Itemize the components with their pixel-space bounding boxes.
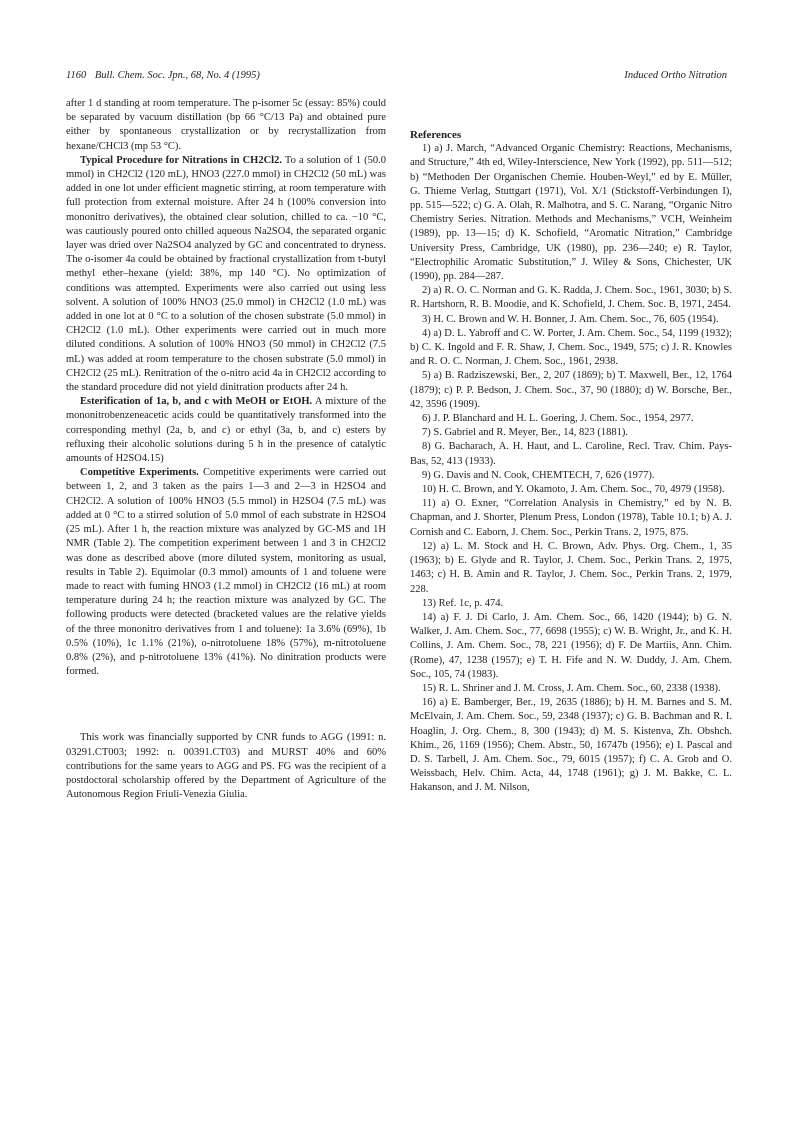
- reference-item: 11) a) O. Exner, “Correlation Analysis in Chemistry,” ed by N. B. Chapman, and J. Shorter, Plenum Press, London (1978), Table 10.1; b) A. J. Cornish and C. Eaborn, J. Chem. Soc., Perkin Trans. 2, 1975, 875.: [410, 498, 732, 538]
- paragraph-nitration: To a solution of 1 (50.0 mmol) in CH2Cl2 (120 mL), HNO3 (227.0 mmol) in CH2Cl2 (50 mL) was added in one lot under efficient magnetic stirring, at room temperature with full protection from external moisture. After 24 h (100% conversion into mononitro derivatives), the obtained clear solution, chilled to ca. −10 °C, was cautiously poured onto chilled aqueous Na2SO4, the separated organic layer was dried over Na2SO4 analyzed by GC and concentrated to dryness. The o-isomer 4a could be obtained by fractional crystallization from t-butyl methyl ether–hexane (yield: 38%, mp 140 °C). No optimization of conditions was attempted. Experiments were also carried out using less solvent. A solution of 100% HNO3 (25.0 mmol) in CH2Cl2 (1.0 mL) was added in one lot at 0 °C to a solution of the chosen substrate (5.0 mmol) in CH2Cl2 (1.0 mL). Other experiments were carried out in much more diluted conditions. A solution of 100% HNO3 (50 mmol) in CH2Cl2 (7.5 mL) was added at room temperature to the chosen substrate (5.0 mmol) in CH2Cl2 (25 mL). Renitration of the o-nitro acid 4a in CH2Cl2 according to the standard procedure did not yield dinitration products after 24 h.: [66, 154, 386, 394]
- reference-item: 15) R. L. Shriner and J. M. Cross, J. Am. Chem. Soc., 60, 2338 (1938).: [422, 682, 721, 694]
- reference-item: 3) H. C. Brown and W. H. Bonner, J. Am. Chem. Soc., 76, 605 (1954).: [422, 313, 719, 325]
- reference-item: 9) G. Davis and N. Cook, CHEMTECH, 7, 626 (1977).: [422, 469, 655, 481]
- page-header: [66, 70, 727, 86]
- left-column: [66, 97, 386, 802]
- page-number: 1160: [66, 70, 87, 81]
- paragraph-intro: after 1 d standing at room temperature. The p-isomer 5c (essay: 85%) could be separated by vacuum distillation (bp 66 °C/13 Pa) and obtained pure either by spontaneous crystallization or by recrystallization from hexane/CHCl3 (mp 53 °C).: [66, 98, 386, 152]
- reference-item: 7) S. Gabriel and R. Meyer, Ber., 14, 823 (1881).: [422, 427, 629, 439]
- paragraph-competitive: Competitive experiments were carried out between 1, 2, and 3 taken as the pairs 1—3 and 2—3 in H2SO4 and CH2Cl2. A solution of 100% HNO3 (5.5 mmol) in H2SO4 (7.5 mL) was added at 0 °C to a stirred solution of 5.0 mmol of each substrate in H2SO4 (25 mL). After 1 h, the reaction mixture was analyzed by GC-MS and 1H NMR (Table 2). The competition experiment between 1 and 3 in CH2Cl2 was done as described above (more diluted system, monitoring as usual, results in Table 2). Equimolar (0.3 mmol) amounts of 1 and toluene were made to react with fuming HNO3 (1.2 mmol) in CH2Cl2 (16 mL) at room temperature during 24 h; the reaction mixture was analyzed by GC. The following products were detected (bracketed values are the relative yields of the three mononitro derivatives from 1 and toluene): 1a 3.6% (69%), 1b 0.5% (10%), 1c 1.1% (21%), o-nitrotoluene 18% (57%), m-nitrotoluene 0.8% (2%), and p-nitrotoluene 13% (41%). No dinitration products were formed.: [66, 467, 387, 678]
- reference-item: 12) a) L. M. Stock and H. C. Brown, Adv. Phys. Org. Chem., 1, 35 (1963); b) E. Glyde and R. Taylor, J. Chem. Soc., Perkin Trans. 2, 1975, 1463; c) H. B. Amin and R. Taylor, J. Chem. Soc., Perkin Trans. 2, 1979, 228.: [410, 540, 732, 595]
- reference-item: 6) J. P. Blanchard and H. L. Goering, J. Chem. Soc., 1954, 2977.: [422, 413, 694, 425]
- section-esterification: [66, 395, 386, 466]
- references-column: [410, 128, 732, 796]
- reference-item: 13) Ref. 1c, p. 474.: [422, 597, 504, 609]
- reference-item: 5) a) B. Radziszewski, Ber., 2, 207 (1869); b) T. Maxwell, Ber., 12, 1764 (1879); c) P. P. Bedson, J. Chem. Soc., 37, 90 (1880); d) W. Borsche, Ber., 42, 3596 (1909).: [410, 370, 732, 410]
- section-competitive: [66, 466, 386, 679]
- paragraph-esterification: A mixture of the mononitrobenzeneacetic acids could be quantitatively transformed into the corresponding methyl (2a, b, and c) or ethyl (3a, b, and c) esters by refluxing their alcoholic solutions during 5 h in the presence of catalytic amounts of H2SO4.15): [66, 396, 386, 465]
- reference-item: 10) H. C. Brown, and Y. Okamoto, J. Am. Chem. Soc., 70, 4979 (1958).: [422, 484, 725, 496]
- heading-nitration: Typical Procedure for Nitrations in CH2Cl2.: [80, 154, 282, 166]
- journal-citation: Bull. Chem. Soc. Jpn., 68, No. 4 (1995): [94, 70, 260, 81]
- reference-item: 16) a) E. Bamberger, Ber., 19, 2635 (1886); b) H. M. Barnes and S. M. McElvain, J. Am. Chem. Soc., 59, 2348 (1937); c) G. B. Bachman and R. I. Hoaglin, J. Org. Chem., 8, 300 (1943); d) M. S. Kistenva, Zh. Obshch. Khim., 26, 1169 (1956); Chem. Abstr., 50, 16747b (1956); e) I. Pascal and D. S. Tarbell, J. Am. Chem. Soc., 79, 6015 (1957); f) C. A. Grob and O. Weissbach, Helv. Chim. Acta, 44, 1748 (1961); g) J. M. Bakke, C. L. Hakanson, and J. M. Nilson,: [410, 697, 732, 794]
- header-left: [66, 70, 260, 81]
- references-title: References: [410, 129, 462, 141]
- reference-item: 2) a) R. O. C. Norman and G. K. Radda, J. Chem. Soc., 1961, 3030; b) S. R. Hartshorn, R. B. Moodie, and K. Schofield, J. Chem. Soc. B, 1971, 2454.: [410, 285, 732, 311]
- reference-item: 14) a) F. J. Di Carlo, J. Am. Chem. Soc., 66, 1420 (1944); b) G. N. Walker, J. Am. Chem. Soc., 77, 6698 (1955); c) W. B. Wright, Jr., and K. H. Collins, J. Am. Chem. Soc., 78, 221 (1956); d) F. De Martiis, Ann. Chim. (Rome), 47, 1238 (1957); e) T. H. Fife and N. W. Duddy, J. Am. Chem. Soc., 105, 74 (1983).: [410, 611, 732, 680]
- heading-esterification: Esterification of 1a, b, and c with MeOH or EtOH.: [80, 396, 313, 408]
- acknowledgment: This work was financially supported by CNR funds to AGG (1991: n. 03291.CT003; 1992: n. 00391.CT03) and MURST 40% and 60% contributions for the same years to AGG and PS. FG was the recipient of a postdoctoral scholarship offered by the Department of Agriculture of the Autonomous Region Friuli-Venezia Giulia.: [66, 732, 386, 801]
- running-title: Induced Ortho Nitration: [624, 70, 727, 81]
- reference-item: 8) G. Bacharach, A. H. Haut, and L. Caroline, Recl. Trav. Chim. Pays-Bas, 52, 413 (1933).: [410, 441, 732, 467]
- heading-competitive: Competitive Experiments.: [80, 467, 199, 479]
- reference-item: 4) a) D. L. Yabroff and C. W. Porter, J. Am. Chem. Soc., 54, 1199 (1932); b) C. K. Ingold and F. R. Shaw, J. Chem. Soc., 1949, 575; c) J. R. Knowles and R. O. C. Norman, J. Chem. Soc., 1961, 2938.: [410, 327, 732, 368]
- section-nitration: [66, 154, 386, 395]
- reference-item: 1) a) J. March, “Advanced Organic Chemistry: Reactions, Mechanisms, and Structure,” 4th ed, Wiley-Interscience, New York (1992), pp. 511—512; b) “Methoden Der Organischen Chemie. Houben-Weyl,” ed by E. Müller, G. Thieme Verlag, Stuttgart (1971), Vol. X/1 (Stickstoff-Verbindungen I), pp. 515—522; c) G. A. Olah, R. Malhotra, and S. C. Narang, “Organic Nitro Chemistry Series. Nitration. Methods and Mechanisms,” VCH, Weinheim (1989), pp. 13—15; d) K. Schofield, “Aromatic Nitration,” Cambridge University Press, Cambridge, UK (1980), pp. 236—240; e) R. Taylor, “Electrophilic Aromatic Substitution,” J. Wiley & Sons, Chichester, UK (1990), pp. 284—287.: [410, 143, 732, 283]
